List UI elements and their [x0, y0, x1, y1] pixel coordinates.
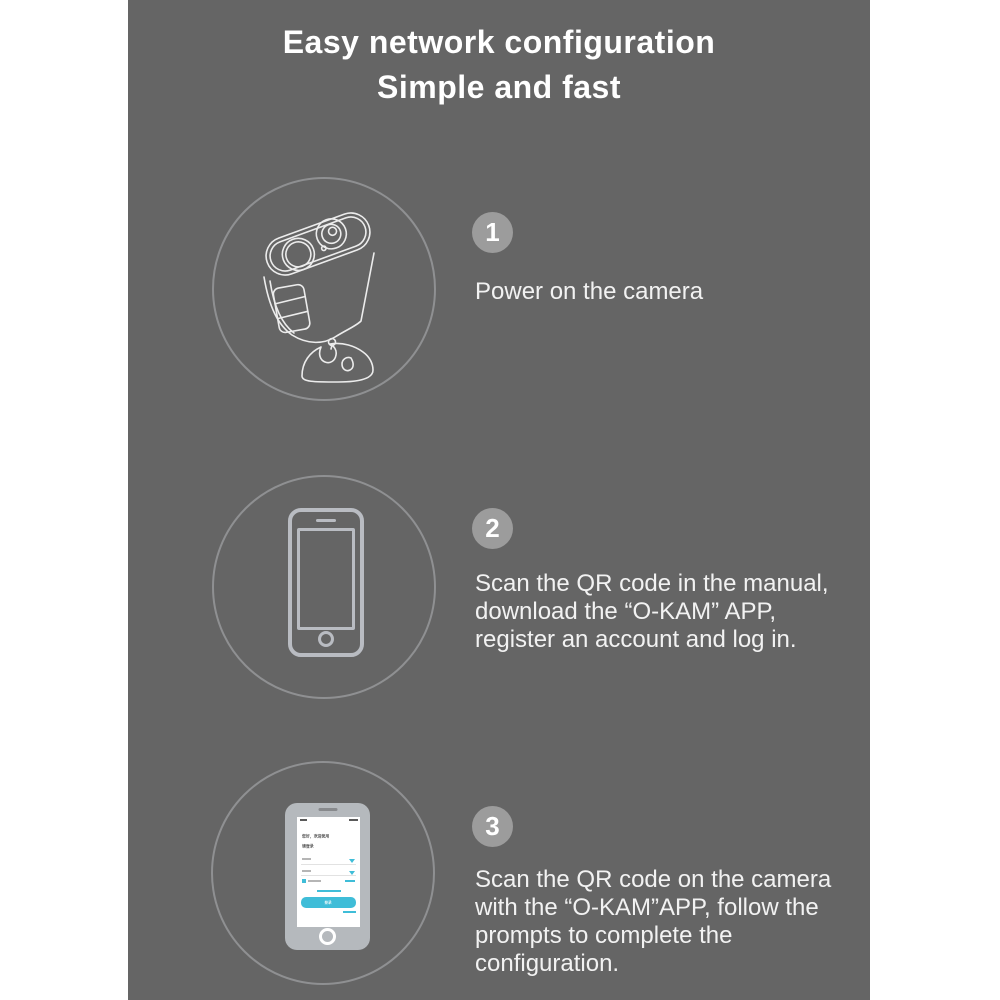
password-field-placeholder — [302, 870, 311, 872]
step3-line-1: Scan the QR code on the camera — [475, 866, 832, 893]
page-title — [128, 20, 870, 110]
step1-text — [475, 278, 703, 306]
remember-label-bar — [308, 880, 321, 882]
alt-login-link-bar — [317, 890, 341, 892]
title-line-1: Easy network configuration — [282, 24, 716, 60]
phone-screen — [297, 528, 355, 630]
step3-number: 3 — [485, 811, 500, 841]
step2-text — [475, 570, 829, 654]
step3-text — [475, 866, 831, 978]
step2-illustration-circle — [212, 475, 436, 699]
step2-number: 2 — [485, 513, 500, 543]
app-login-screen — [297, 817, 360, 927]
step2-line-2: download the “O-KAM” APP, — [475, 598, 777, 625]
step3-line-2: with the “O-KAM”APP, follow the — [475, 894, 819, 921]
step3-number-badge — [472, 806, 513, 847]
phone-speaker-slot — [318, 808, 337, 811]
phone-speaker-slot — [316, 519, 336, 522]
step1-illustration-circle — [212, 177, 436, 401]
smartphone-app-icon — [285, 803, 370, 950]
remember-checkbox — [302, 879, 306, 883]
phone-home-button — [319, 928, 336, 945]
step3-illustration-circle — [211, 761, 435, 985]
account-field-placeholder — [302, 858, 311, 860]
register-link-bar — [343, 911, 356, 913]
step2-line-3: register an account and log in. — [475, 626, 797, 653]
step2-line-1: Scan the QR code in the manual, — [475, 570, 829, 597]
app-greeting-text: 您好，欢迎使用 — [302, 835, 330, 839]
title-line-2: Simple and fast — [377, 69, 621, 105]
step3-line-4: configuration. — [475, 950, 620, 977]
step2-number-badge — [472, 508, 513, 549]
instruction-panel — [128, 0, 870, 1000]
phone-home-button — [318, 631, 334, 647]
app-login-prompt-text: 请登录 — [302, 845, 314, 849]
step1-number: 1 — [485, 217, 500, 247]
forgot-password-link-bar — [345, 880, 355, 882]
smartphone-icon — [288, 508, 364, 657]
step1-line-1: Power on the camera — [475, 278, 704, 305]
step1-number-badge — [472, 212, 513, 253]
account-field-underline — [301, 864, 356, 865]
status-bar-battery — [349, 819, 358, 821]
login-button: 登录 — [301, 897, 356, 908]
chevron-down-icon — [349, 859, 355, 863]
status-bar-time — [300, 819, 307, 821]
camera-icon — [212, 177, 436, 401]
password-field-underline — [301, 875, 356, 876]
step3-line-3: prompts to complete the — [475, 922, 733, 949]
